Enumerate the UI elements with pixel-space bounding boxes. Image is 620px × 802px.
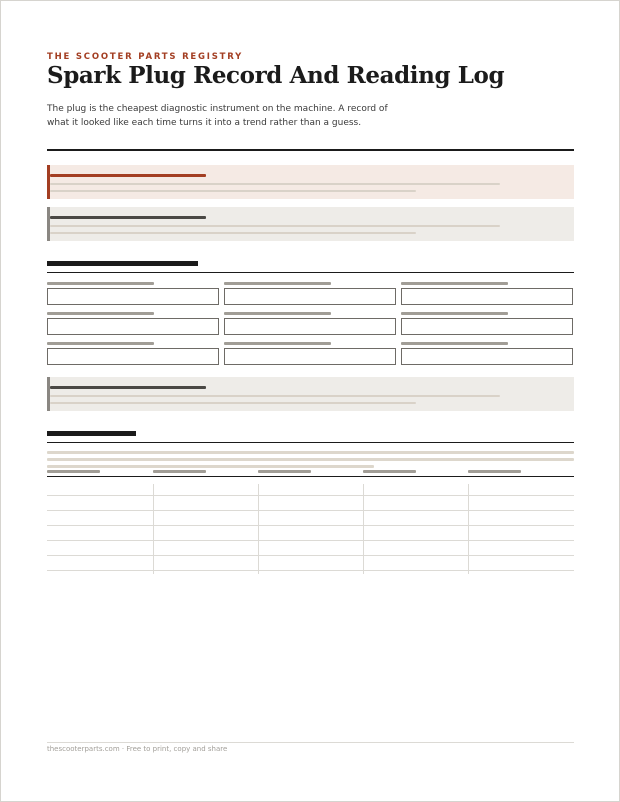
field-label xyxy=(47,282,154,285)
legend-text-line xyxy=(47,451,574,454)
column-header xyxy=(468,470,521,473)
form-field[interactable] xyxy=(401,348,573,365)
callout-note-accent xyxy=(47,165,574,199)
table-row[interactable] xyxy=(47,570,574,571)
callout-edge xyxy=(47,207,50,241)
field-label xyxy=(401,342,508,345)
callout-note-neutral xyxy=(47,377,574,411)
callout-text-line xyxy=(50,402,416,404)
table-row[interactable] xyxy=(47,510,574,511)
form-field[interactable] xyxy=(47,318,219,335)
table-row[interactable] xyxy=(47,555,574,556)
form-section-heading-bar xyxy=(47,261,198,266)
callout-text-line xyxy=(50,225,500,227)
callout-note-neutral xyxy=(47,207,574,241)
field-label xyxy=(224,312,331,315)
form-field[interactable] xyxy=(47,288,219,305)
column-header xyxy=(258,470,311,473)
form-field[interactable] xyxy=(401,318,573,335)
field-label xyxy=(47,342,154,345)
footer-divider xyxy=(47,742,574,743)
header-divider xyxy=(47,149,574,151)
callout-text-line xyxy=(50,190,416,192)
legend-text-line xyxy=(47,465,374,468)
intro-paragraph: The plug is the cheapest diagnostic instrument on the machine. A record of what it looked like each time turns it into a trend rather than a guess. xyxy=(47,104,388,128)
form-field[interactable] xyxy=(224,288,396,305)
callout-heading-bar xyxy=(50,386,206,389)
callout-edge xyxy=(47,377,50,411)
page-title: Spark Plug Record And Reading Log xyxy=(47,62,505,89)
column-header xyxy=(363,470,416,473)
table-row[interactable] xyxy=(47,540,574,541)
field-label xyxy=(47,312,154,315)
callout-heading-bar xyxy=(50,216,206,219)
log-section-heading-bar xyxy=(47,431,136,436)
publisher-eyebrow: THE SCOOTER PARTS REGISTRY xyxy=(47,52,244,62)
field-label xyxy=(401,282,508,285)
column-header xyxy=(153,470,206,473)
callout-text-line xyxy=(50,183,500,185)
table-column-divider xyxy=(258,484,259,574)
table-header-rule xyxy=(47,476,574,477)
field-label xyxy=(224,282,331,285)
table-row[interactable] xyxy=(47,525,574,526)
field-label xyxy=(401,312,508,315)
callout-text-line xyxy=(50,395,500,397)
callout-edge xyxy=(47,165,50,199)
table-column-divider xyxy=(468,484,469,574)
callout-text-line xyxy=(50,232,416,234)
form-section-rule xyxy=(47,272,574,273)
callout-heading-bar xyxy=(50,174,206,177)
legend-text-line xyxy=(47,458,574,461)
footer-text: thescooterparts.com · Free to print, copy and share xyxy=(47,745,228,753)
column-header xyxy=(47,470,100,473)
form-field[interactable] xyxy=(224,348,396,365)
table-column-divider xyxy=(363,484,364,574)
field-label xyxy=(224,342,331,345)
table-column-divider xyxy=(153,484,154,574)
log-section-rule xyxy=(47,442,574,443)
form-field[interactable] xyxy=(401,288,573,305)
form-field[interactable] xyxy=(224,318,396,335)
table-row[interactable] xyxy=(47,495,574,496)
form-field[interactable] xyxy=(47,348,219,365)
